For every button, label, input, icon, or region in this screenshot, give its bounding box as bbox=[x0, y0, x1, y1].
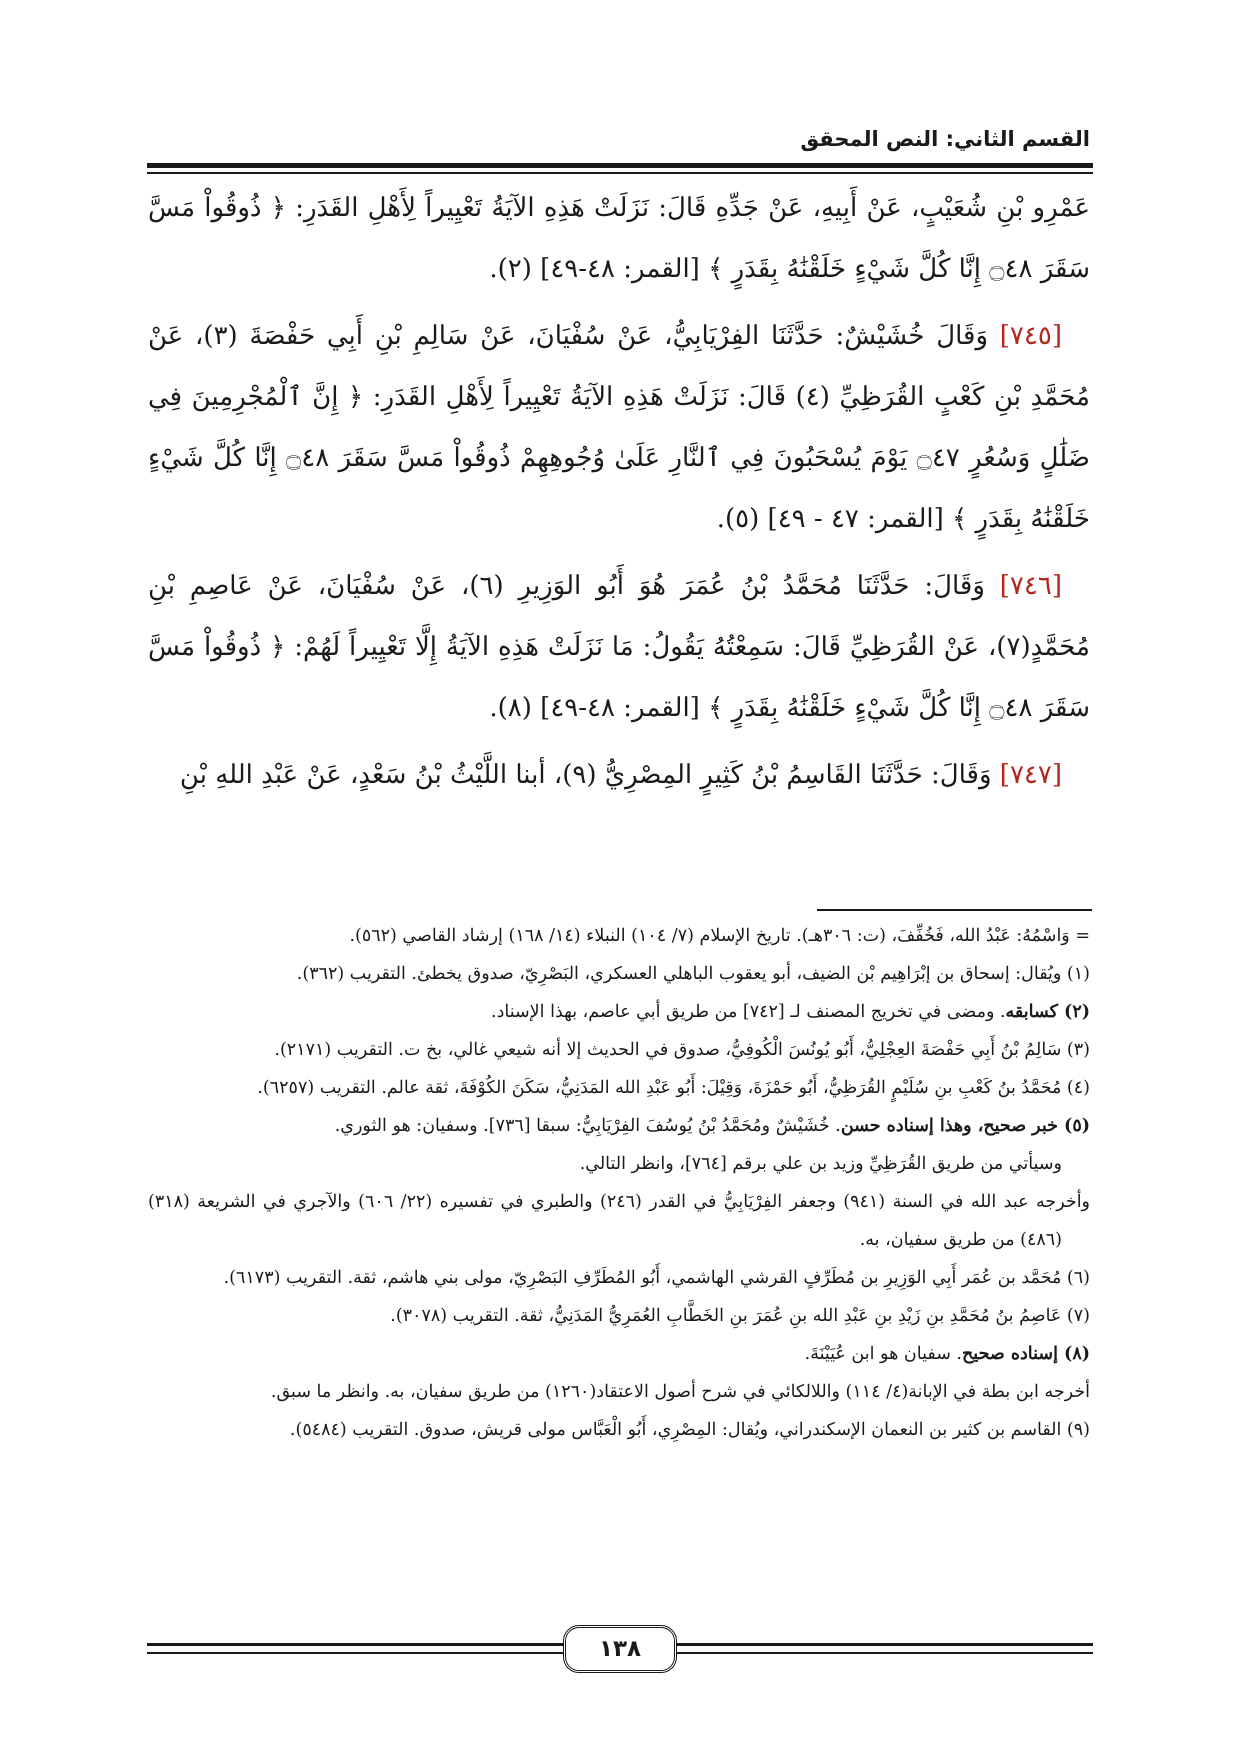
entry-number: [٧٤٥] bbox=[999, 321, 1062, 351]
footnote-2-text: . ومضى في تخريج المصنف لـ [٧٤٢] من طريق أبي عاصم، بهذا الإسناد. bbox=[491, 1002, 1006, 1022]
page-number-text: ١٣٨ bbox=[598, 1636, 642, 1662]
footnote-2 bbox=[148, 993, 1090, 1031]
entry-745 bbox=[148, 306, 1090, 550]
footnote-8-text: . سفيان هو ابن عُيَيْنَةَ. bbox=[804, 1344, 962, 1364]
footnote-8-line-2: أخرجه ابن بطة في الإبانة(٤/ ١١٤) واللالكائي في شرح أصول الاعتقاد(١٢٦٠) من طريق سفيان، به. وانظر ما سبق. bbox=[270, 1382, 1090, 1402]
page-number bbox=[563, 1625, 677, 1673]
footer-rule-left bbox=[147, 1643, 565, 1646]
footer-rule-left-thin bbox=[147, 1652, 565, 1654]
footnote-5-text: . خُشَيْشٌ ومُحَمَّدُ بْنُ يُوسُفَ الفِرْيَابِيُّ: سبقا [٧٣٦]. وسفيان: هو الثوري. bbox=[334, 1116, 841, 1136]
entry-text: وَقَالَ خُشَيْشٌ: حَدَّثَنَا الفِرْيَابِيُّ، عَنْ سُفْيَانَ، عَنْ سَالِمِ بْنِ أَبِي حَفْصَةَ (٣)، عَنْ مُحَمَّدِ بْنِ كَعْبٍ القُرَظِيِّ (٤) قَالَ: نَزَلَتْ هَذِهِ الآيَةُ تَعْيِيراً لِأَهْلِ القَدَرِ: ﴿ إِنَّ ٱلْمُجْرِمِينَ فِي ضَلَٰلٍ وَسُعُرٍ ۝٤٧ يَوْمَ يُسْحَبُونَ فِي ٱلنَّارِ عَلَىٰ وُجُوهِهِمْ ذُوقُواْ مَسَّ سَقَرَ ۝٤٨ إِنَّا كُلَّ شَيْءٍ خَلَقْنَٰهُ بِقَدَرٍ ﴾ [القمر: ٤٧ - ٤٩] (٥). bbox=[148, 321, 1090, 534]
entry-text: وَقَالَ: حَدَّثَنَا القَاسِمُ بْنُ كَثِيرٍ المِصْرِيُّ (٩)، أبنا اللَّيْثُ بْنُ سَعْدٍ، عَنْ عَبْدِ اللهِ بْنِ bbox=[179, 760, 1000, 790]
footnote-8-verdict: (٨) إسناده صحيح bbox=[962, 1344, 1090, 1364]
footnote-3: (٣) سَالِمُ بْنُ أَبِي حَفْصَةَ العِجْلِيُّ، أَبُو يُونُسَ الْكُوفِيُّ، صدوق في الحديث إلا أنه شيعي غالي، بخ ت. التقريب (٢١٧١). bbox=[274, 1040, 1090, 1060]
header-rule-thin bbox=[147, 172, 1093, 174]
footnote-4: (٤) مُحَمَّدُ بنُ كَعْبِ بنِ سُلَيْمٍ القُرَظِيُّ، أَبُو حَمْزَةَ، وَقِيْلَ: أَبُو عَبْدِ الله المَدَنِيُّ، سَكَنَ الكُوْفَةَ، ثقة عالم. التقريب (٦٢٥٧). bbox=[257, 1078, 1090, 1098]
footnote-5-verdict: (٥) خبر صحيح، وهذا إسناده حسن bbox=[840, 1116, 1090, 1136]
footnote-2-verdict: (٢) كسابقه bbox=[1005, 1002, 1090, 1022]
header-rule-thick bbox=[147, 163, 1093, 168]
footnote-7: (٧) عَاصِمُ بنُ مُحَمَّدِ بنِ زَيْدِ بنِ عَبْدِ الله بنِ عُمَرَ بنِ الخَطَّابِ العُمَرِيُّ المَدَنِيُّ، ثقة. التقريب (٣٠٧٨). bbox=[390, 1306, 1090, 1326]
footnote-5-line-3: وأخرجه عبد الله في السنة (٩٤١) وجعفر الفِرْيَابِيُّ في القدر (٢٤٦) والطبري في تفسيره (٢٢/ ٦٠٦) والآجري في الشريعة (٣١٨) (٤٨٦) من طريق سفيان، به. bbox=[148, 1192, 1091, 1250]
footnote-divider bbox=[817, 909, 1092, 911]
entry-746 bbox=[148, 556, 1090, 739]
main-text bbox=[148, 178, 1090, 812]
footnote-9: (٩) القاسم بن كثير بن النعمان الإسكندراني، ويُقال: المِصْرِي، أَبُو الْعَبَّاس مولى قريش، صدوق. التقريب (٥٤٨٤). bbox=[289, 1420, 1090, 1440]
footnote-continuation: = وَاسْمُهُ: عَبْدُ الله، فَخُفِّفَ، (ت: ٣٠٦هـ). تاريخ الإسلام (٧/ ١٠٤) النبلاء (١٤/ ١٦٨) إرشاد القاصي (٥٦٢). bbox=[349, 926, 1090, 946]
footnote-8 bbox=[148, 1335, 1090, 1373]
footnote-5-line-2: وسيأتي من طريق القُرَظِيِّ وزيد بن علي برقم [٧٦٤]، وانظر التالي. bbox=[579, 1154, 1062, 1174]
footnotes bbox=[148, 917, 1090, 1449]
entry-text: وَقَالَ: حَدَّثَنَا مُحَمَّدُ بْنُ عُمَرَ هُوَ أَبُو الوَزِيرِ (٦)، عَنْ سُفْيَانَ، عَنْ عَاصِمِ بْنِ مُحَمَّدٍ(٧)، عَنْ القُرَظِيِّ قَالَ: سَمِعْتُهُ يَقُولُ: مَا نَزَلَتْ هَذِهِ الآيَةُ إِلَّا تَعْيِيراً لَهُمْ: ﴿ ذُوقُواْ مَسَّ سَقَرَ ۝٤٨ إِنَّا كُلَّ شَيْءٍ خَلَقْنَٰهُ بِقَدَرٍ ﴾ [القمر: ٤٨-٤٩] (٨). bbox=[148, 571, 1090, 723]
footer-rule-right-thin bbox=[675, 1652, 1093, 1654]
entry-number: [٧٤٧] bbox=[999, 760, 1062, 790]
main-paragraph: عَمْرِو بْنِ شُعَيْبٍ، عَنْ أَبِيهِ، عَنْ جَدِّهِ قَالَ: نَزَلَتْ هَذِهِ الآيَةُ تَعْيِيراً لِأَهْلِ القَدَرِ: ﴿ ذُوقُواْ مَسَّ سَقَرَ ۝٤٨ إِنَّا كُلَّ شَيْءٍ خَلَقْنَٰهُ بِقَدَرٍ ﴾ [القمر: ٤٨-٤٩] (٢). bbox=[148, 193, 1090, 284]
footer-rule-right bbox=[675, 1643, 1093, 1646]
footnote-6: (٦) مُحَمَّد بن عُمَر أَبِي الوَزِيرِ بن مُطَرِّفٍ القرشي الهاشمي، أَبُو المُطَرِّفِ البَصْرِيّ، مولى بني هاشم، ثقة. التقريب (٦١٧٣). bbox=[223, 1268, 1090, 1288]
footnote-5 bbox=[148, 1107, 1090, 1145]
page-header-title: القسم الثاني: النص المحقق bbox=[800, 127, 1090, 151]
entry-747 bbox=[148, 745, 1090, 806]
entry-number: [٧٤٦] bbox=[999, 571, 1062, 601]
footnote-1: (١) ويُقال: إسحاق بن إبْرَاهِيم بْن الضيف، أبو يعقوب الباهلي العسكري، البَصْرِيّ، صدوق يخطئ. التقريب (٣٦٢). bbox=[296, 964, 1090, 984]
